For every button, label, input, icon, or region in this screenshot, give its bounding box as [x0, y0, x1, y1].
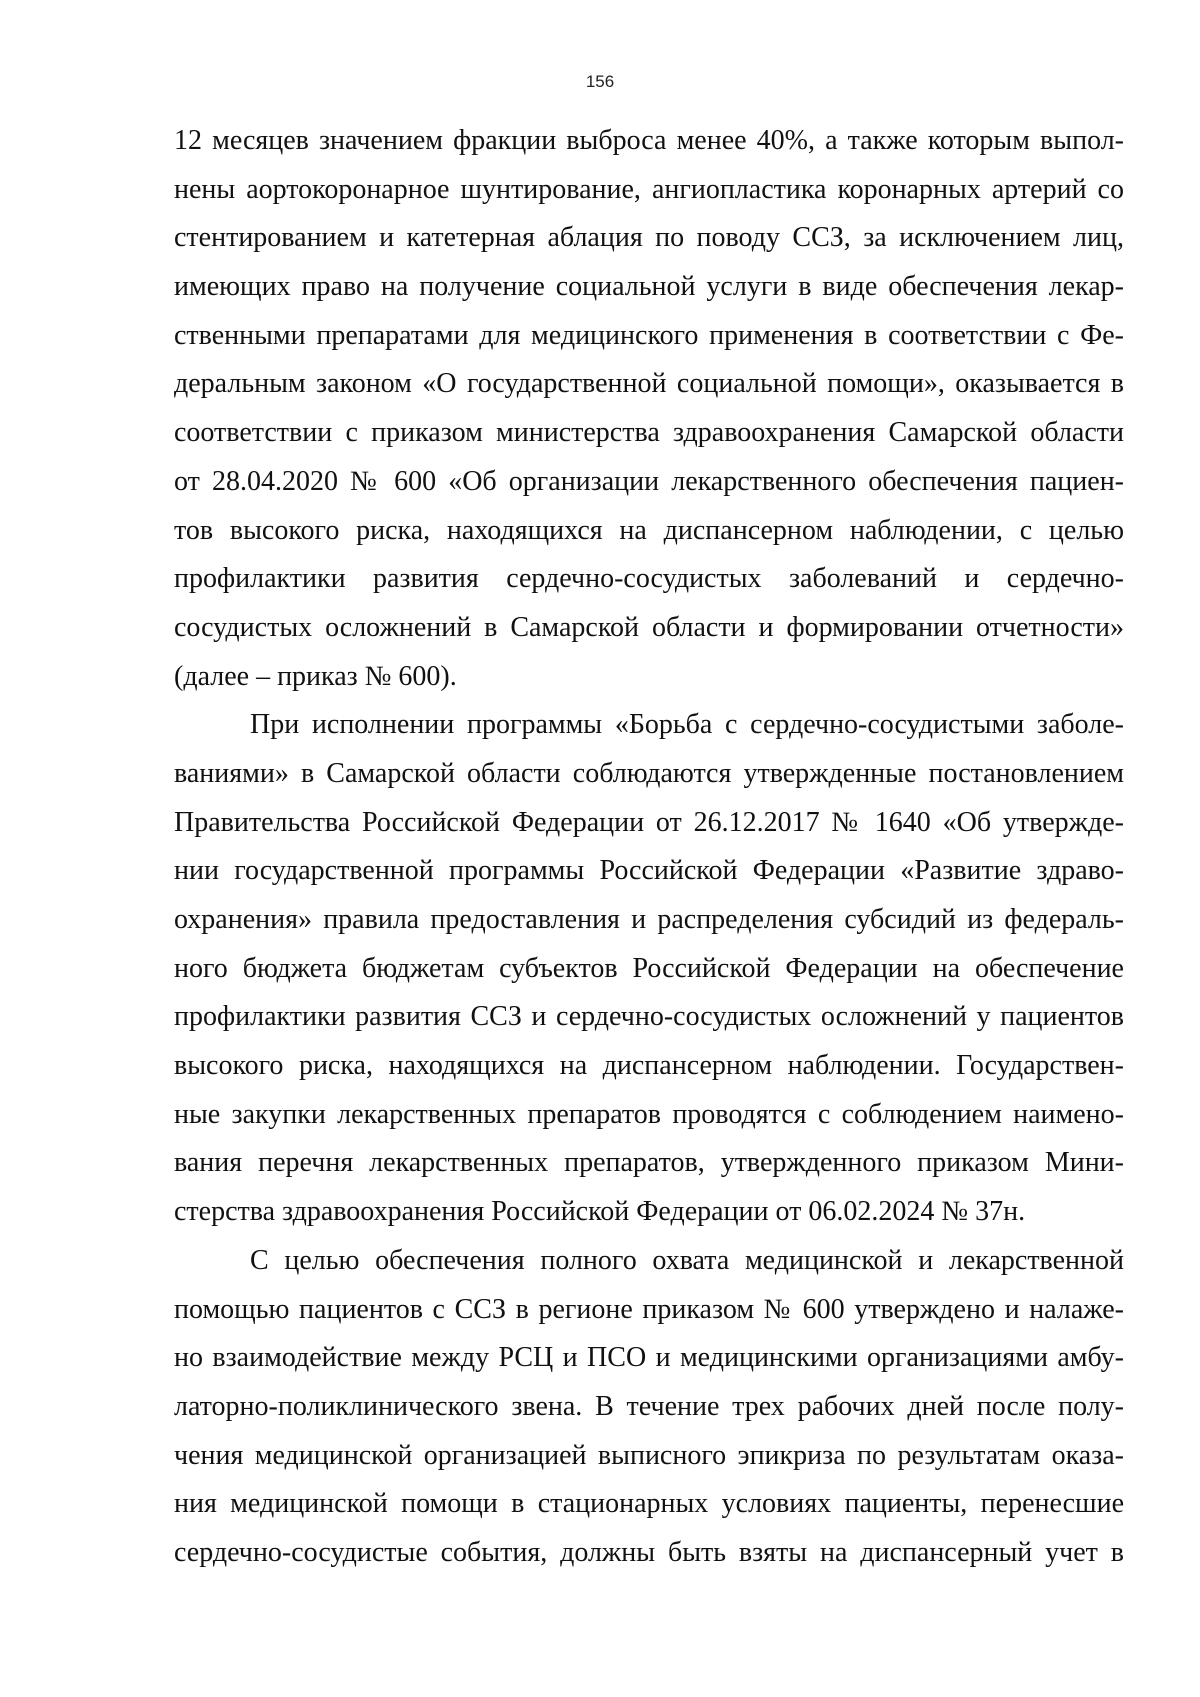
text-line: 12 месяцев значением фракции выброса менее 40%, а также которым выпол- [174, 125, 1124, 156]
text-line: чения медицинской организацией выписного эпикриза по результатам оказа- [174, 1439, 1124, 1471]
paragraph-1 [174, 117, 1124, 701]
document-body [174, 117, 1124, 1578]
text-line: ные закупки лекарственных препаратов проводятся с соблюдением наимено- [174, 1098, 1124, 1130]
text-line: латорно-поликлинического звена. В течение трех рабочих дней после полу- [174, 1390, 1124, 1422]
page-number: 156 [585, 72, 615, 91]
text-line: профилактики развития сердечно-сосудистых заболеваний и сердечно- [174, 563, 1124, 595]
text-line: деральным законом «О государственной социальной помощи», оказывается в [174, 368, 1124, 400]
text-line: ственными препаратами для медицинского применения в соответствии с Фе- [174, 319, 1124, 351]
text-line: охранения» правила предоставления и распределения субсидий из федераль- [174, 904, 1124, 935]
text-line: вания перечня лекарственных препаратов, утвержденного приказом Мини- [174, 1147, 1124, 1179]
text-line: ваниями» в Самарской области соблюдаются утвержденные постановлением [174, 757, 1124, 789]
text-line: нии государственной программы Российской Федерации «Развитие здраво- [174, 855, 1124, 887]
text-line: При исполнении программы «Борьба с сердечно-сосудистыми заболе- [250, 709, 1124, 741]
text-line: Правительства Российской Федерации от 26.12.2017 № 1640 «Об утвержде- [174, 806, 1124, 838]
text-line: профилактики развития ССЗ и сердечно-сосудистых осложнений у пациентов [174, 1001, 1124, 1033]
text-line: стерства здравоохранения Российской Федерации от 06.02.2024 № 37н. [174, 1196, 1026, 1228]
text-line: но взаимодействие между РСЦ и ПСО и медицинскими организациями амбу- [174, 1342, 1124, 1374]
text-line: стентированием и катетерная аблация по поводу ССЗ, за исключением лиц, [174, 222, 1124, 254]
text-line: соответствии с приказом министерства здравоохранения Самарской области [174, 417, 1124, 449]
paragraph-3 [174, 1237, 1124, 1578]
text-line: ного бюджета бюджетам субъектов Российской Федерации на обеспечение [174, 952, 1124, 984]
text-line: имеющих право на получение социальной услуги в виде обеспечения лекар- [174, 271, 1124, 303]
text-line: (далее – приказ № 600). [174, 660, 457, 692]
text-line: ния медицинской помощи в стационарных условиях пациенты, перенесшие [174, 1488, 1124, 1520]
text-line: С целью обеспечения полного охвата медицинской и лекарственной [250, 1244, 1124, 1276]
paragraph-2 [174, 701, 1124, 1237]
text-line: сердечно-сосудистые события, должны быть взяты на диспансерный учет в [174, 1536, 1124, 1568]
text-line: высокого риска, находящихся на диспансерном наблюдении. Государствен- [174, 1050, 1124, 1082]
text-line: от 28.04.2020 № 600 «Об организации лекарственного обеспечения пациен- [174, 465, 1124, 497]
text-line: помощью пациентов с ССЗ в регионе приказом № 600 утверждено и налаже- [174, 1293, 1124, 1325]
text-line: тов высокого риска, находящихся на диспансерном наблюдении, с целью [174, 514, 1124, 546]
text-line: сосудистых осложнений в Самарской области и формировании отчетности» [174, 611, 1124, 643]
text-line: нены аортокоронарное шунтирование, ангиопластика коронарных артерий со [174, 173, 1124, 205]
